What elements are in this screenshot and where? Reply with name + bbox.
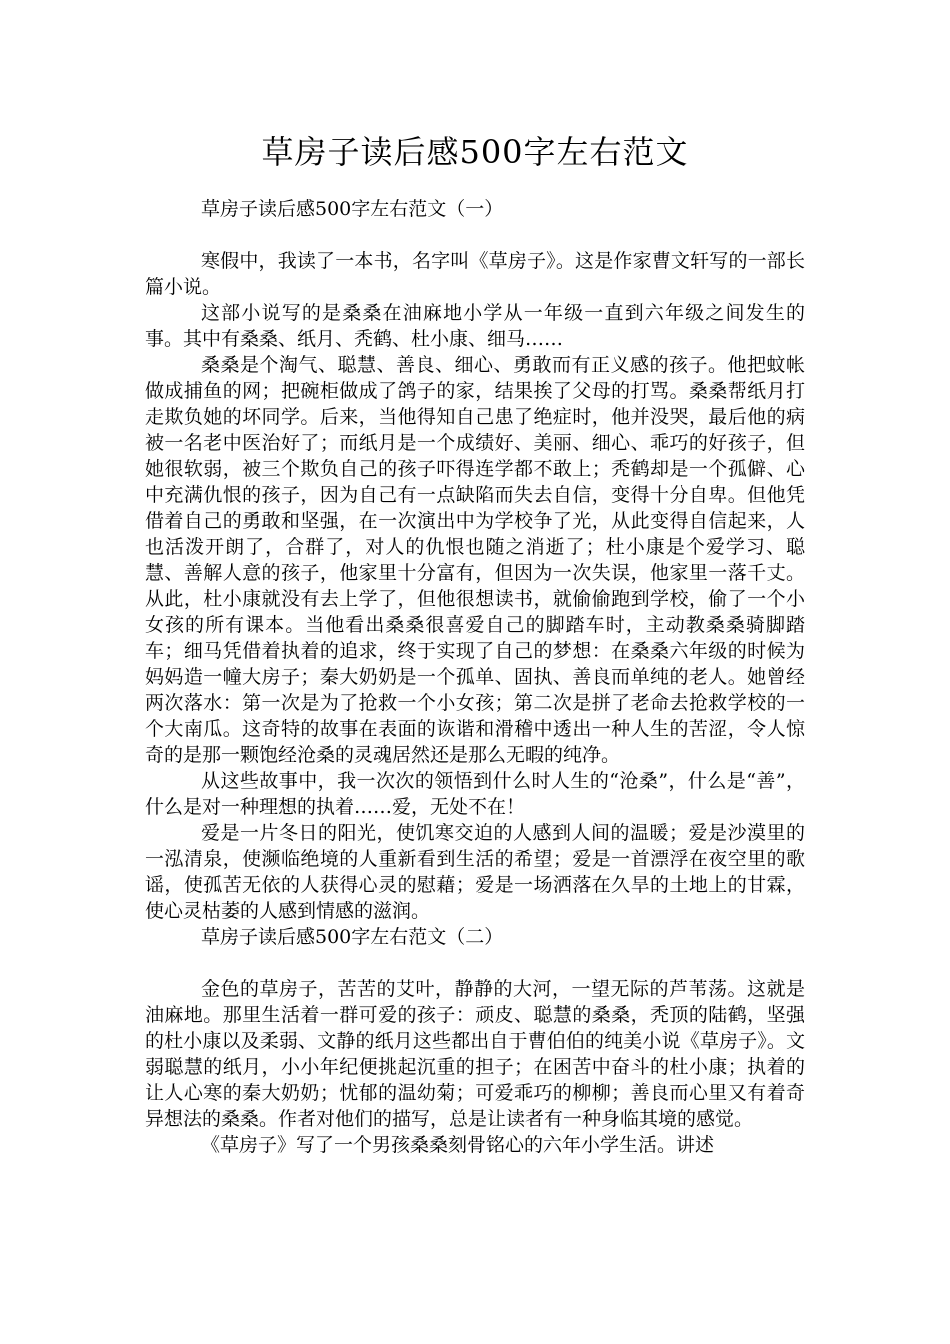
paragraph: 桑桑是个淘气、聪慧、善良、细心、勇敢而有正义感的孩子。他把蚊帐做成捕鱼的网；把碗柜做成了鸽子的家，结果挨了父母的打骂。桑桑帮纸月打走欺负她的坏同学。后来，当他得知自己患了绝症时，他并没哭，最后他的病被一名老中医治好了；而纸月是一个成绩好、美丽、细心、乖巧的好孩子，但她很软弱，被三个欺负自己的孩子吓得连学都不敢上；秃鹤却是一个孤僻、心中充满仇恨的孩子，因为自己有一点缺陷而失去自信，变得十分自卑。但他凭借着自己的勇敢和坚强，在一次演出中为学校争了光，从此变得自信起来，人也活泼开朗了，合群了，对人的仇恨也随之消逝了；杜小康是个爱学习、聪慧、善解人意的孩子，他家里十分富有，但因为一次失误，他家里一落千丈。从此，杜小康就没有去上学了，但他很想读书，就偷偷跑到学校，偷了一个小女孩的所有课本。当他看出桑桑很喜爱自己的脚踏车时，主动教桑桑骑脚踏车；细马凭借着执着的追求，终于实现了自己的梦想：在桑桑六年级的时候为妈妈造一幢大房子；秦大奶奶是一个孤单、固执、善良而单纯的老人。她曾经两次落水：第一次是为了抢救一个小女孩；第二次是拼了老命去抢救学校的一个大南瓜。这奇特的故事在表面的诙谐和滑稽中透出一种人生的苦涩，令人惊奇的是那一颗饱经沧桑的灵魂居然还是那么无暇的纯净。 (145, 354, 805, 766)
section-heading-1: 草房子读后感500字左右范文（一） (201, 198, 504, 220)
section-heading-2: 草房子读后感500字左右范文（二） (201, 926, 504, 948)
paragraph: 这部小说写的是桑桑在油麻地小学从一年级一直到六年级之间发生的事。其中有桑桑、纸月、秃鹤、杜小康、细马…… (145, 302, 805, 350)
document-title: 草房子读后感500字左右范文 (261, 133, 689, 171)
paragraph: 爱是一片冬日的阳光，使饥寒交迫的人感到人间的温暖；爱是沙漠里的一泓清泉，使濒临绝境的人重新看到生活的希望；爱是一首漂浮在夜空里的歌谣，使孤苦无依的人获得心灵的慰藉；爱是一场洒落在久旱的土地上的甘霖，使心灵枯萎的人感到情感的滋润。 (145, 822, 805, 922)
paragraph: 《草房子》写了一个男孩桑桑刻骨铭心的六年小学生活。讲述 (201, 1134, 715, 1156)
document-page (145, 130, 805, 1158)
blank-line (145, 950, 805, 976)
paragraph: 寒假中，我读了一本书，名字叫《草房子》。这是作家曹文轩写的一部长篇小说。 (145, 250, 805, 298)
blank-line (145, 222, 805, 248)
paragraph: 从这些故事中，我一次次的领悟到什么时人生的“沧桑”，什么是“善”，什么是对一种理想的执着……爱，无处不在！ (145, 770, 805, 818)
paragraph: 金色的草房子，苦苦的艾叶，静静的大河，一望无际的芦苇荡。这就是油麻地。那里生活着一群可爱的孩子：顽皮、聪慧的桑桑，秃顶的陆鹤，坚强的杜小康以及柔弱、文静的纸月这些都出自于曹伯伯的纯美小说《草房子》。文弱聪慧的纸月，小小年纪便挑起沉重的担子；在困苦中奋斗的杜小康；执着的让人心寒的秦大奶奶；忧郁的温幼菊；可爱乖巧的柳柳；善良而心里又有着奇异想法的桑桑。作者对他们的描写，总是让读者有一种身临其境的感觉。 (145, 978, 805, 1130)
